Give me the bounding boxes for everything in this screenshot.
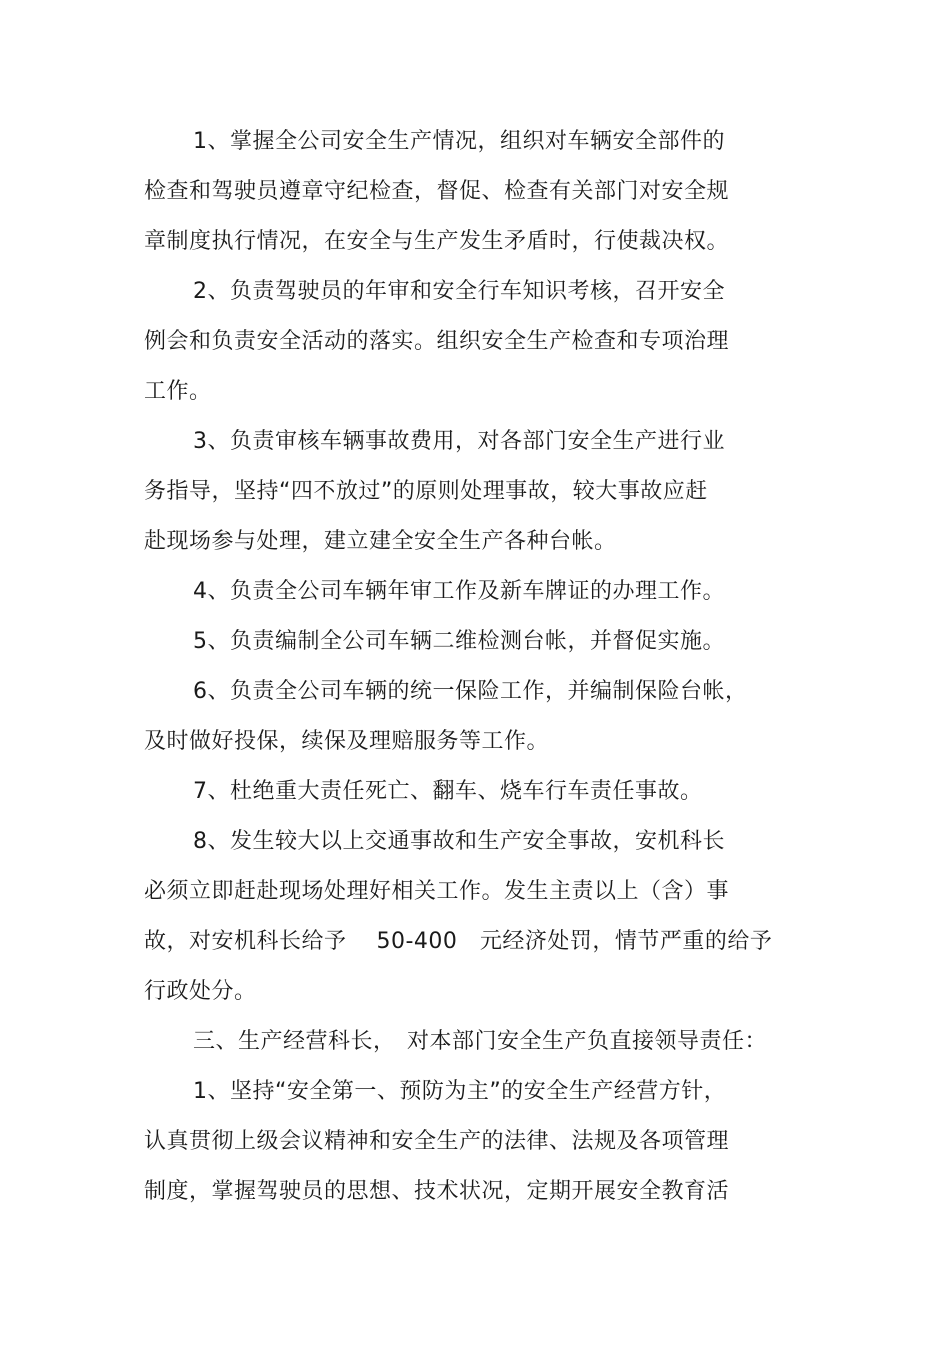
text-line: 检查和驾驶员遵章守纪检查，督促、检查有关部门对安全规 xyxy=(144,179,730,204)
text-line: 8、发生较大以上交通事故和生产安全事故，安机科长 xyxy=(193,829,725,854)
text-line: 工作。 xyxy=(144,379,212,404)
text-line: 例会和负责安全活动的落实。组织安全生产检查和专项治理 xyxy=(144,329,730,354)
text-line: 5、负责编制全公司车辆二维检测台帐，并督促实施。 xyxy=(193,629,725,654)
text-line: 4、负责全公司车辆年审工作及新车牌证的办理工作。 xyxy=(193,579,725,604)
text-line: 必须立即赶赴现场处理好相关工作。发生主责以上（含）事 xyxy=(144,879,730,904)
text-line: 1、掌握全公司安全生产情况，组织对车辆安全部件的 xyxy=(193,129,725,154)
text-line: 2、负责驾驶员的年审和安全行车知识考核，召开安全 xyxy=(193,279,725,304)
text-line: 务指导，坚持“四不放过”的原则处理事故，较大事故应赶 xyxy=(144,479,708,504)
text-line: 章制度执行情况，在安全与生产发生矛盾时，行使裁决权。 xyxy=(144,229,730,254)
text-line: 故，对安机科长给予 50-400 元经济处罚，情节严重的给予 xyxy=(144,929,773,954)
text-line: 认真贯彻上级会议精神和安全生产的法律、法规及各项管理 xyxy=(144,1129,730,1154)
text-line: 制度，掌握驾驶员的思想、技术状况，定期开展安全教育活 xyxy=(144,1179,730,1204)
text-line: 赴现场参与处理，建立建全安全生产各种台帐。 xyxy=(144,529,617,554)
text-line: 3、负责审核车辆事故费用，对各部门安全生产进行业 xyxy=(193,429,725,454)
text-line: 行政处分。 xyxy=(144,979,257,1004)
text-line: 6、负责全公司车辆的统一保险工作，并编制保险台帐， xyxy=(193,679,748,704)
text-line: 7、杜绝重大责任死亡、翻车、烧车行车责任事故。 xyxy=(193,779,703,804)
text-line: 1、坚持“安全第一、预防为主”的安全生产经营方针， xyxy=(193,1079,727,1104)
section-heading: 三、生产经营科长， 对本部门安全生产负直接领导责任： xyxy=(193,1029,768,1054)
text-line: 及时做好投保，续保及理赔服务等工作。 xyxy=(144,729,550,754)
